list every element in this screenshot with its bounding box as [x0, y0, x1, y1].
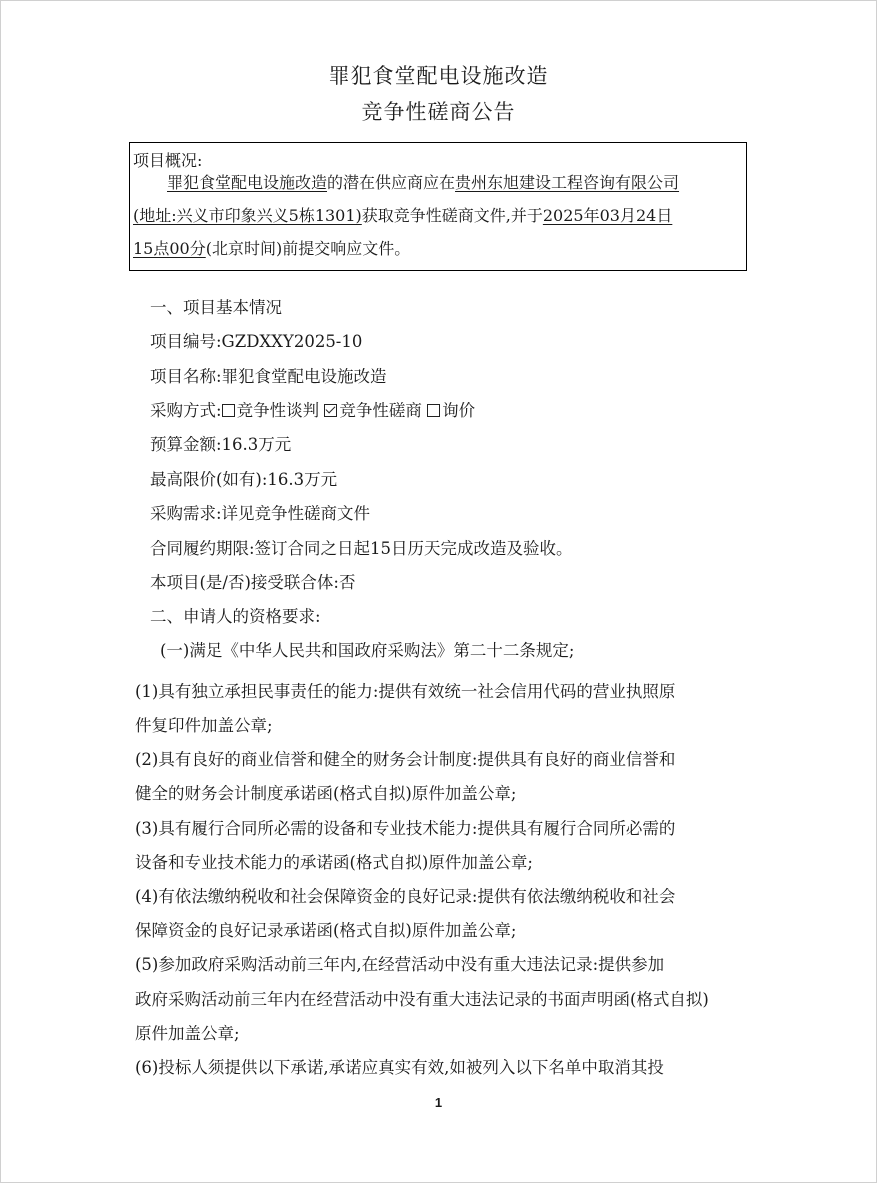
- checked-checkbox-icon: [324, 404, 337, 417]
- requirement-line: 原件加盖公章;: [135, 1024, 240, 1043]
- project-number: 项目编号:GZDXXY2025-10: [150, 332, 363, 351]
- consortium-acceptance: 本项目(是/否)接受联合体:否: [150, 573, 356, 592]
- procurement-requirement: 采购需求:详见竞争性磋商文件: [150, 504, 371, 523]
- overview-address: (地址:兴义市印象兴义5栋1301): [133, 206, 362, 225]
- requirement-line: 保障资金的良好记录承诺函(格式自拟)原件加盖公章;: [135, 921, 517, 940]
- requirement-line: 件复印件加盖公章;: [135, 716, 273, 735]
- section1-heading: 一、项目基本情况: [150, 298, 282, 317]
- method-option-negotiation: 竞争性谈判: [236, 401, 320, 420]
- overview-line-3: [133, 236, 410, 259]
- section2-sub1: (一)满足《中华人民共和国政府采购法》第二十二条规定;: [160, 641, 575, 660]
- overview-text-a: 的潜在供应商应在: [327, 173, 456, 192]
- procurement-method: [150, 397, 475, 421]
- method-option-inquiry: 询价: [442, 401, 476, 420]
- requirement-line: 政府采购活动前三年内在经营活动中没有重大违法记录的书面声明函(格式自拟): [135, 990, 709, 1009]
- overview-project-name: 罪犯食堂配电设施改造: [167, 173, 328, 192]
- overview-deadline-time: 15点00分: [133, 239, 206, 258]
- overview-line-1: [167, 170, 679, 193]
- overview-line-2: [133, 203, 672, 226]
- project-name: 项目名称:罪犯食堂配电设施改造: [150, 367, 387, 386]
- requirement-line: 健全的财务会计制度承诺函(格式自拟)原件加盖公章;: [135, 784, 517, 803]
- document-title: 罪犯食堂配电设施改造: [328, 64, 549, 88]
- method-option-consultation: 竞争性磋商: [339, 401, 422, 420]
- requirement-line: (2)具有良好的商业信誉和健全的财务会计制度:提供具有良好的商业信誉和: [135, 750, 676, 769]
- page-number: 1: [434, 1095, 443, 1110]
- budget-amount: 预算金额:16.3万元: [150, 435, 292, 454]
- requirement-line: (3)具有履行合同所必需的设备和专业技术能力:提供具有履行合同所必需的: [135, 819, 676, 838]
- max-price: 最高限价(如有):16.3万元: [150, 470, 338, 489]
- checkbox-icon: [222, 404, 235, 417]
- requirement-line: (1)具有独立承担民事责任的能力:提供有效统一社会信用代码的营业执照原: [135, 682, 676, 701]
- overview-company: 贵州东旭建设工程咨询有限公司: [455, 173, 680, 192]
- contract-period: 合同履约期限:签订合同之日起15日历天完成改造及验收。: [150, 539, 573, 558]
- overview-heading: 项目概况:: [133, 151, 203, 170]
- overview-deadline-date: 2025年03月24日: [542, 206, 673, 225]
- section2-heading: 二、申请人的资格要求:: [150, 607, 321, 626]
- requirement-line: (5)参加政府采购活动前三年内,在经营活动中没有重大违法记录:提供参加: [135, 955, 665, 974]
- requirement-line: (4)有依法缴纳税收和社会保障资金的良好记录:提供有依法缴纳税收和社会: [135, 887, 676, 906]
- procurement-method-label: 采购方式:: [150, 401, 222, 420]
- checkbox-icon: [427, 404, 440, 417]
- document-subtitle: 竞争性磋商公告: [361, 100, 516, 124]
- requirement-line: 设备和专业技术能力的承诺函(格式自拟)原件加盖公章;: [135, 853, 533, 872]
- overview-text-c: (北京时间)前提交响应文件。: [205, 239, 411, 258]
- project-overview-box: [129, 142, 747, 271]
- overview-text-b: 获取竞争性磋商文件,并于: [361, 206, 543, 225]
- requirement-line: (6)投标人须提供以下承诺,承诺应真实有效,如被列入以下名单中取消其投: [135, 1058, 664, 1077]
